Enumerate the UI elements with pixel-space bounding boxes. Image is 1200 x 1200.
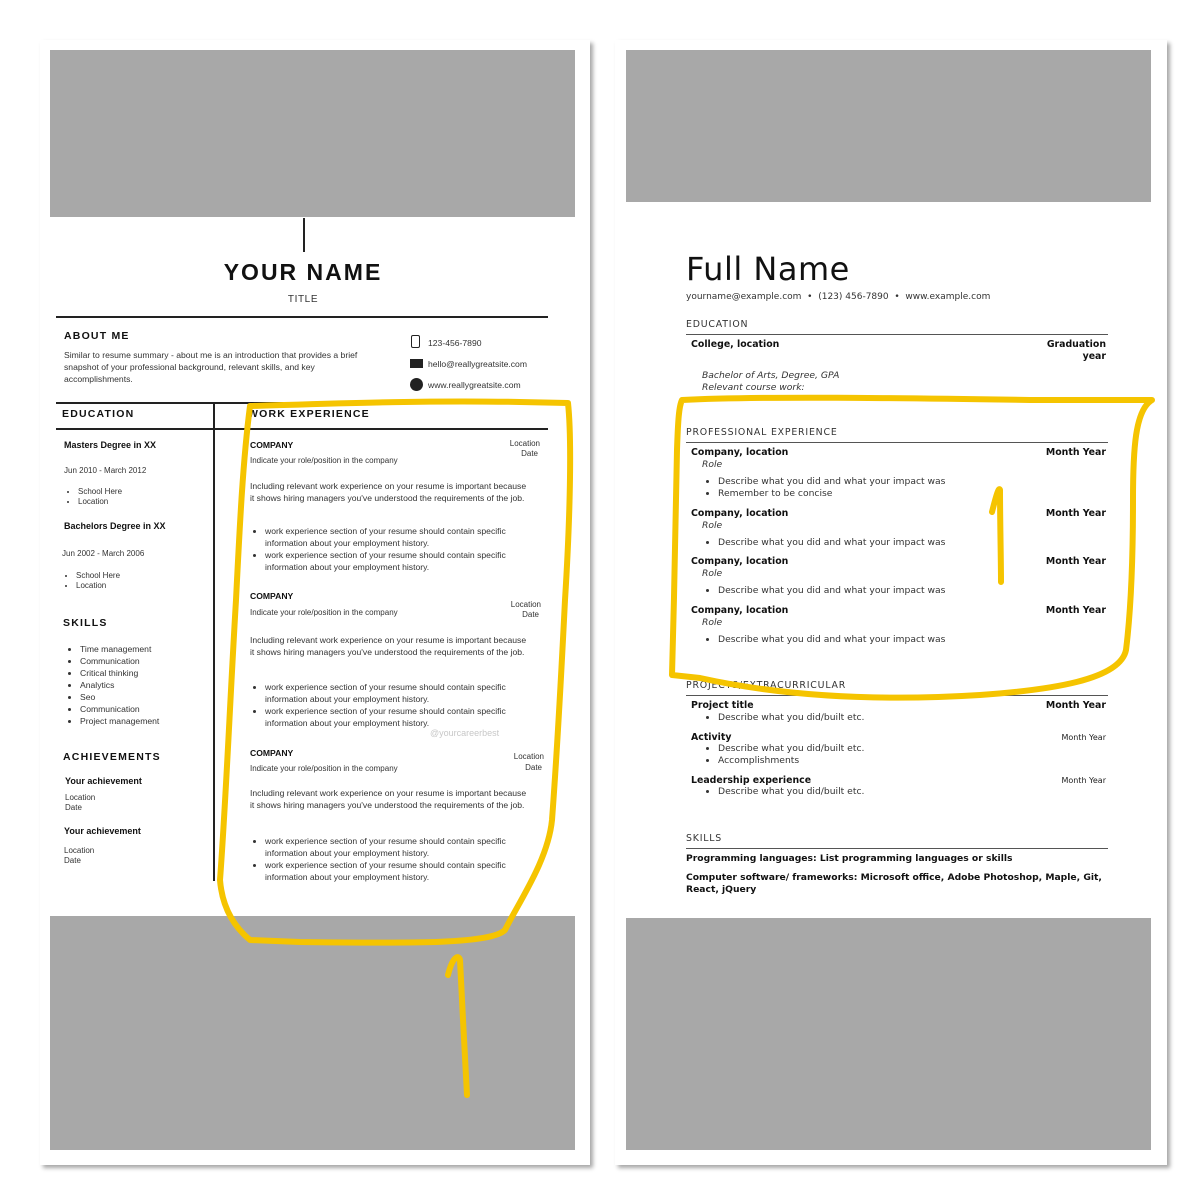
- work-role: Indicate your role/position in the company: [250, 764, 398, 773]
- phone-number: 123-456-7890: [428, 338, 482, 348]
- work-role: Indicate your role/position in the company: [250, 456, 398, 465]
- work-heading: WORK EXPERIENCE: [248, 408, 370, 420]
- skills-heading: SKILLS: [63, 617, 108, 629]
- website-url: www.reallygreatsite.com: [428, 380, 521, 390]
- experience-company: Company, location: [691, 508, 789, 519]
- achievement-title: Your achievement: [65, 776, 142, 786]
- achievement-title: Your achievement: [64, 826, 141, 836]
- edu-degree: Bachelors Degree in XX: [64, 521, 166, 531]
- work-date: Date: [525, 763, 542, 772]
- list-item: • Critical thinking: [80, 667, 159, 679]
- experience-date: Month Year: [1045, 605, 1106, 616]
- project-date: Month Year: [1061, 776, 1106, 785]
- project-date: Month Year: [1061, 733, 1106, 742]
- contact-separator: •: [804, 292, 816, 302]
- list-item: • Describe what you did/built etc.: [718, 743, 864, 755]
- edu-dates: Jun 2002 - March 2006: [62, 549, 145, 558]
- experience-role: Role: [702, 459, 723, 470]
- contact-separator: •: [891, 292, 903, 302]
- work-location: Location: [513, 752, 544, 761]
- achievement-date: Date: [65, 803, 82, 812]
- resume-name: YOUR NAME: [223, 259, 383, 285]
- experience-role: Role: [702, 520, 723, 531]
- right-highlight-outline: [672, 398, 1152, 698]
- about-heading: ABOUT ME: [64, 330, 130, 342]
- contact-phone: (123) 456-7890: [818, 292, 889, 302]
- contact-website: www.example.com: [905, 292, 991, 302]
- education-coursework: Relevant course work:: [702, 382, 805, 393]
- education-heading: EDUCATION: [686, 319, 749, 330]
- experience-company: Company, location: [691, 605, 789, 616]
- project-date: Month Year: [1045, 700, 1106, 711]
- work-date: Date: [521, 449, 538, 458]
- experience-date: Month Year: [1045, 556, 1106, 567]
- work-description: Including relevant work experience on your resume is important because it shows hiring managers you've understood the requirements of the job.: [250, 635, 527, 657]
- achievement-location: Location: [64, 846, 95, 855]
- work-company: COMPANY: [250, 748, 294, 758]
- achievements-heading: ACHIEVEMENTS: [63, 751, 161, 763]
- list-item: • Remember to be concise: [718, 488, 945, 500]
- contact-email: yourname@example.com: [686, 292, 802, 302]
- list-item: • Describe what you did/built etc.: [718, 786, 864, 798]
- list-item: • Project management: [80, 715, 159, 727]
- list-item: • Location: [76, 581, 120, 591]
- skills-heading: SKILLS: [686, 833, 723, 844]
- project-title: Activity: [691, 732, 732, 743]
- list-item: • work experience section of your resume should contain specific information about your employment history.: [265, 705, 516, 729]
- edu-dates: Jun 2010 - March 2012: [64, 466, 147, 475]
- list-item: • Time management: [80, 643, 159, 655]
- list-item: • Describe what you did and what your impact was: [718, 585, 945, 597]
- project-title: Leadership experience: [691, 775, 812, 786]
- watermark: @yourcareerbest: [430, 728, 500, 738]
- experience-date: Month Year: [1045, 508, 1106, 519]
- education-school: College, location: [691, 339, 780, 350]
- work-location: Location: [510, 600, 541, 609]
- list-item: • Describe what you did and what your impact was: [718, 476, 945, 488]
- list-item: • Seo: [80, 691, 159, 703]
- experience-heading: PROFESSIONAL EXPERIENCE: [686, 427, 838, 438]
- left-highlight-outline: [220, 401, 570, 942]
- experience-date: Month Year: [1045, 447, 1106, 458]
- list-item: • work experience section of your resume should contain specific information about your employment history.: [265, 859, 516, 883]
- education-graduation: Graduation year: [1046, 339, 1106, 362]
- list-item: • Accomplishments: [718, 755, 864, 767]
- work-date: Date: [522, 610, 539, 619]
- work-company: COMPANY: [250, 440, 294, 450]
- resume-title: TITLE: [287, 294, 319, 305]
- list-item: • School Here: [78, 487, 122, 497]
- skills-line: Programming languages: List programming languages or skills: [686, 853, 1013, 864]
- experience-company: Company, location: [691, 556, 789, 567]
- list-item: • work experience section of your resume should contain specific information about your employment history.: [265, 525, 516, 549]
- email-address: hello@reallygreatsite.com: [428, 359, 528, 369]
- list-item: • Communication: [80, 703, 159, 715]
- work-location: Location: [509, 439, 540, 448]
- list-item: • Describe what you did and what your impact was: [718, 634, 945, 646]
- education-heading: EDUCATION: [62, 408, 135, 420]
- list-item: • work experience section of your resume should contain specific information about your employment history.: [265, 835, 516, 859]
- work-description: Including relevant work experience on your resume is important because it shows hiring managers you've understood the requirements of the job.: [250, 788, 527, 810]
- list-item: • work experience section of your resume should contain specific information about your employment history.: [265, 549, 516, 573]
- experience-role: Role: [702, 568, 723, 579]
- experience-role: Role: [702, 617, 723, 628]
- work-company: COMPANY: [250, 591, 294, 601]
- education-degree: Bachelor of Arts, Degree, GPA: [702, 370, 840, 381]
- achievement-location: Location: [65, 793, 96, 802]
- left-arrow-annotation: [448, 957, 467, 1095]
- experience-company: Company, location: [691, 447, 789, 458]
- list-item: • School Here: [76, 571, 120, 581]
- skills-line: Computer software/ frameworks: Microsoft office, Adobe Photoshop, Maple, Git, React, jQuery: [686, 872, 1102, 895]
- right-number-one-annotation: [992, 489, 1001, 582]
- list-item: • Describe what you did/built etc.: [718, 712, 864, 724]
- list-item: • Location: [78, 497, 122, 507]
- project-title: Project title: [691, 700, 754, 711]
- edu-degree: Masters Degree in XX: [64, 440, 157, 450]
- about-text: Similar to resume summary - about me is an introduction that provides a brief snapshot of your professional background, relevant skills, and key accomplishments.: [64, 350, 358, 384]
- projects-heading: PROJECTS/EXTRACURRICULAR: [686, 680, 847, 691]
- work-description: Including relevant work experience on your resume is important because it shows hiring managers you've understood the requirements of the job.: [250, 481, 527, 503]
- list-item: • Describe what you did and what your impact was: [718, 537, 945, 549]
- list-item: • Communication: [80, 655, 159, 667]
- work-role: Indicate your role/position in the company: [250, 608, 398, 617]
- resume-full-name: Full Name: [686, 250, 850, 288]
- list-item: • work experience section of your resume should contain specific information about your employment history.: [265, 681, 516, 705]
- list-item: • Analytics: [80, 679, 159, 691]
- achievement-date: Date: [64, 856, 81, 865]
